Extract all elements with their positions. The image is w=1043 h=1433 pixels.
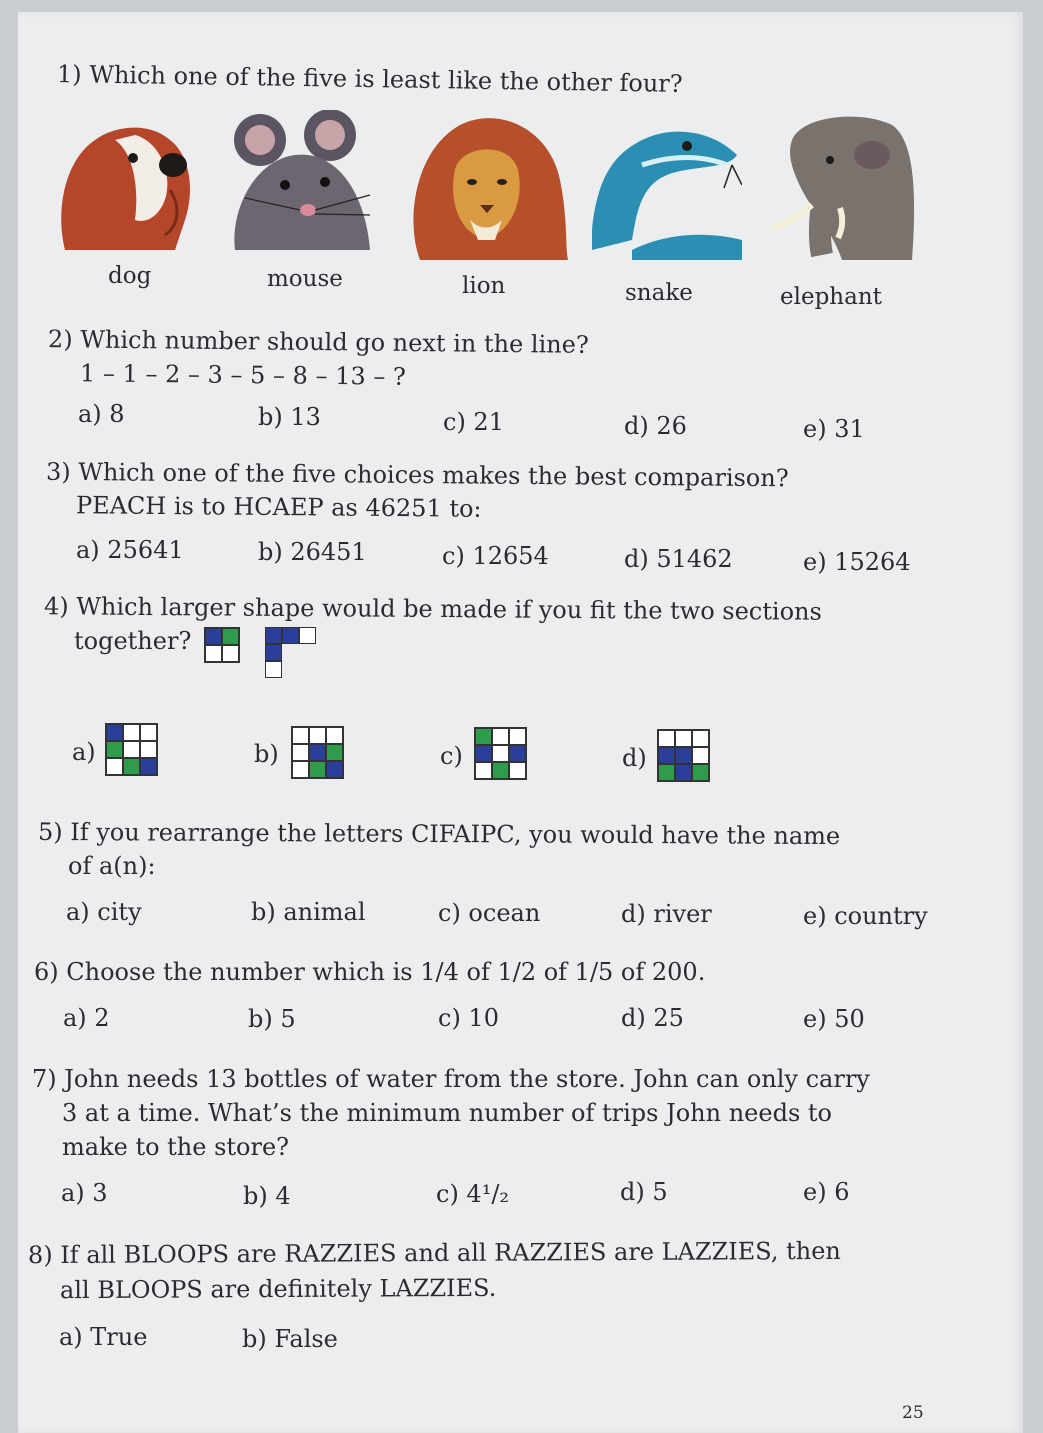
question-4-line-2: together? — [74, 627, 192, 655]
answer-option[interactable]: d) 25 — [621, 1004, 684, 1032]
answer-option[interactable]: b) animal — [251, 898, 366, 926]
question-number: 7) — [32, 1065, 57, 1093]
answer-option[interactable]: b) 4 — [243, 1182, 291, 1210]
shape-option-a[interactable] — [105, 723, 158, 776]
answer-option[interactable]: c) — [440, 742, 463, 770]
question-text: Choose the number which is 1/4 of 1/2 of 1/5 of 200. — [66, 958, 706, 986]
question-8-line-2: all BLOOPS are definitely LAZZIES. — [59, 1273, 497, 1305]
question-number: 4) — [43, 592, 69, 621]
answer-option[interactable]: a) True — [59, 1323, 148, 1351]
answer-option[interactable]: b) 26451 — [258, 538, 367, 566]
answer-option[interactable]: e) 15264 — [803, 548, 911, 576]
answer-option[interactable]: d) 5 — [620, 1178, 668, 1206]
question-number: 5) — [37, 817, 63, 847]
animal-label-elephant: elephant — [780, 284, 882, 310]
elephant-image — [772, 110, 917, 260]
answer-option[interactable]: d) river — [621, 900, 712, 928]
answer-option[interactable]: a) — [72, 738, 96, 766]
question-7 — [32, 1062, 870, 1096]
question-6 — [34, 955, 705, 989]
question-number: 1) — [56, 60, 82, 89]
answer-option[interactable]: c) ocean — [438, 899, 541, 927]
answer-option[interactable]: c) 10 — [438, 1004, 499, 1032]
question-text: Which larger shape would be made if you fit the two sections — [76, 592, 822, 626]
answer-option[interactable]: a) 8 — [78, 400, 125, 428]
answer-option[interactable]: c) 21 — [443, 408, 504, 436]
animal-label-lion: lion — [462, 273, 506, 299]
question-number: 8) — [27, 1240, 53, 1270]
answer-option[interactable]: b) 5 — [248, 1005, 296, 1033]
question-8 — [28, 1234, 841, 1272]
question-text: If all BLOOPS are RAZZIES and all RAZZIES are LAZZIES, then — [60, 1236, 841, 1269]
question-3-line-2: PEACH is to HCAEP as 46251 to: — [75, 491, 482, 523]
answer-option[interactable]: d) 51462 — [624, 545, 733, 573]
shape-option-b[interactable] — [291, 726, 344, 779]
answer-option[interactable]: c) 12654 — [442, 542, 549, 570]
answer-option[interactable]: b) 13 — [258, 403, 321, 431]
question-number: 6) — [34, 958, 59, 986]
answer-option[interactable]: c) 4¹/₂ — [436, 1180, 510, 1208]
answer-option[interactable]: e) 50 — [803, 1005, 865, 1033]
animal-label-mouse: mouse — [267, 266, 343, 292]
number-sequence: 1 – 1 – 2 – 3 – 5 – 8 – 13 – ? — [79, 359, 406, 391]
answer-option[interactable]: e) country — [803, 902, 928, 930]
shape-option-c[interactable] — [474, 727, 527, 780]
question-number: 3) — [45, 457, 71, 486]
answer-option[interactable]: e) 6 — [803, 1178, 850, 1206]
question-text: John needs 13 bottles of water from the store. John can only carry — [64, 1065, 870, 1093]
dog-image — [55, 110, 200, 260]
shape-section-l — [265, 627, 316, 678]
answer-option[interactable]: a) 25641 — [76, 536, 184, 564]
animal-pictures — [55, 110, 917, 260]
question-4 — [44, 589, 822, 628]
question-text: If you rearrange the letters CIFAIPC, you would have the name — [70, 818, 841, 851]
answer-option[interactable]: d) 26 — [624, 412, 687, 440]
question-number: 2) — [47, 325, 73, 354]
mouse-image — [230, 110, 375, 260]
question-text: Which one of the five is least like the other four? — [89, 60, 683, 98]
question-text: Which one of the five choices makes the best comparison? — [78, 458, 789, 493]
animal-label-snake: snake — [625, 280, 693, 306]
answer-option[interactable]: a) 3 — [61, 1179, 108, 1207]
page-number: 25 — [902, 1403, 924, 1423]
question-7-line-2: 3 at a time. What’s the minimum number of trips John needs to — [62, 1099, 832, 1127]
animal-label-dog: dog — [108, 263, 152, 289]
question-text: Which number should go next in the line? — [80, 325, 589, 359]
answer-option[interactable]: b) False — [242, 1325, 338, 1353]
question-7-line-3: make to the store? — [62, 1133, 290, 1161]
answer-option[interactable]: e) 31 — [803, 415, 865, 443]
answer-option[interactable]: d) — [622, 744, 647, 772]
shape-section-square — [204, 627, 240, 663]
snake-image — [592, 110, 742, 260]
question-5 — [38, 815, 840, 853]
shape-option-d[interactable] — [657, 729, 710, 782]
answer-option[interactable]: a) 2 — [63, 1004, 110, 1032]
answer-option[interactable]: b) — [254, 740, 279, 768]
question-5-line-2: of a(n): — [68, 852, 156, 880]
answer-option[interactable]: a) city — [66, 898, 142, 926]
lion-image — [400, 110, 572, 260]
